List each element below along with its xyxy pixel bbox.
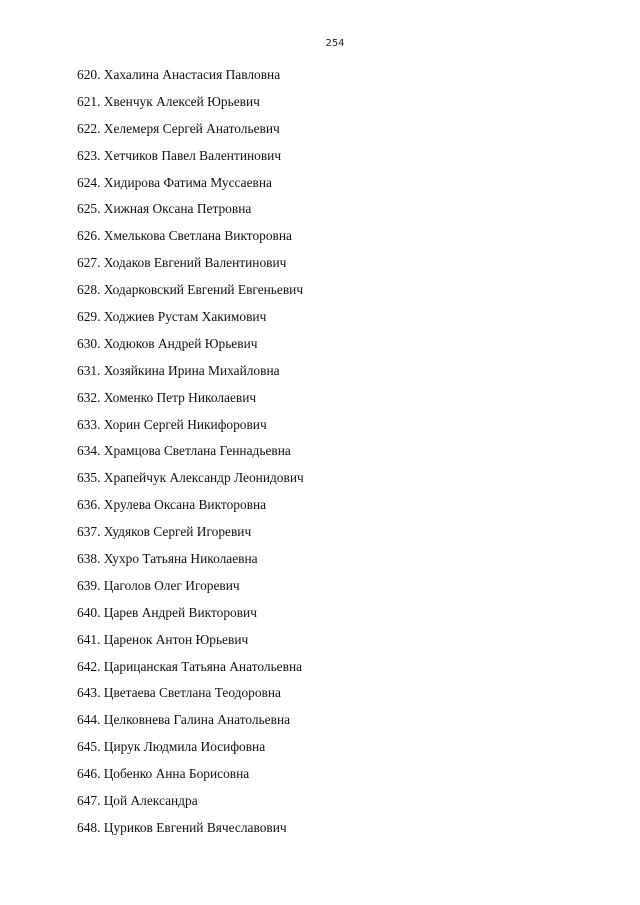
list-item xyxy=(77,362,304,389)
entry-number: 632. xyxy=(77,389,101,405)
entry-name: Ходаков Евгений Валентинович xyxy=(103,255,287,271)
entry-number: 623. xyxy=(77,147,101,163)
entry-number: 624. xyxy=(77,174,101,190)
list-item xyxy=(77,147,304,174)
entry-number: 644. xyxy=(77,712,101,728)
list-item xyxy=(77,66,304,93)
entry-name: Худяков Сергей Игоревич xyxy=(103,524,252,540)
entry-number: 635. xyxy=(77,470,101,486)
entry-name: Цирук Людмила Иосифовна xyxy=(103,739,266,755)
entry-number: 622. xyxy=(77,120,101,136)
list-item xyxy=(77,120,304,147)
list-item xyxy=(77,765,304,792)
entry-number: 638. xyxy=(77,551,101,567)
entry-number: 645. xyxy=(77,739,101,755)
list-item xyxy=(77,335,304,362)
entry-name: Целковнева Галина Анатольевна xyxy=(103,712,291,728)
entry-number: 631. xyxy=(77,362,101,378)
entry-number: 620. xyxy=(77,67,101,82)
entry-name: Хахалина Анастасия Павловна xyxy=(103,67,281,82)
list-item xyxy=(77,819,304,846)
list-item xyxy=(77,200,304,227)
entry-name: Царицанская Татьяна Анатольевна xyxy=(103,658,303,674)
entry-number: 626. xyxy=(77,228,101,244)
list-item xyxy=(77,469,304,496)
entry-number: 643. xyxy=(77,685,101,701)
entry-name: Хетчиков Павел Валентинович xyxy=(103,147,282,163)
list-item xyxy=(77,308,304,335)
list-item xyxy=(77,281,304,308)
entry-number: 627. xyxy=(77,255,101,271)
list-item xyxy=(77,711,304,738)
list-item xyxy=(77,631,304,658)
entry-name: Царенок Антон Юрьевич xyxy=(103,631,249,647)
entry-name: Хмелькова Светлана Викторовна xyxy=(103,228,292,244)
list-item xyxy=(77,604,304,631)
entry-number: 628. xyxy=(77,282,101,298)
list-item xyxy=(77,792,304,819)
page-number: 254 xyxy=(325,38,345,49)
entry-number: 636. xyxy=(77,497,101,513)
list-item xyxy=(77,254,304,281)
entry-name: Храпейчук Александр Леонидович xyxy=(103,470,304,486)
entry-name: Хижная Оксана Петровна xyxy=(103,201,252,217)
list-item xyxy=(77,577,304,604)
list-item xyxy=(77,496,304,523)
entry-name: Хорин Сергей Никифорович xyxy=(103,416,267,432)
entry-number: 641. xyxy=(77,631,101,647)
entry-number: 637. xyxy=(77,524,101,540)
entry-number: 634. xyxy=(77,443,101,459)
entry-name: Цой Александра xyxy=(103,793,198,809)
entry-number: 648. xyxy=(77,819,101,835)
list-item xyxy=(77,738,304,765)
list-item xyxy=(77,227,304,254)
name-list xyxy=(77,66,304,846)
list-item xyxy=(77,658,304,685)
entry-number: 647. xyxy=(77,793,101,809)
entry-name: Цобенко Анна Борисовна xyxy=(103,766,250,782)
entry-name: Хозяйкина Ирина Михайловна xyxy=(103,362,280,378)
entry-name: Храмцова Светлана Геннадьевна xyxy=(103,443,291,459)
entry-number: 621. xyxy=(77,93,101,109)
entry-name: Хухро Татьяна Николаевна xyxy=(103,551,258,567)
entry-number: 625. xyxy=(77,201,101,217)
entry-name: Хелемеря Сергей Анатольевич xyxy=(103,120,280,136)
list-item xyxy=(77,93,304,120)
entry-name: Ходжиев Рустам Хакимович xyxy=(103,309,267,325)
entry-number: 639. xyxy=(77,577,101,593)
list-item xyxy=(77,442,304,469)
entry-name: Царев Андрей Викторович xyxy=(103,604,257,620)
list-item xyxy=(77,416,304,443)
entry-name: Хидирова Фатима Муссаевна xyxy=(103,174,272,190)
entry-name: Цветаева Светлана Теодоровна xyxy=(103,685,281,701)
entry-name: Ходарковский Евгений Евгеньевич xyxy=(103,282,304,298)
entry-number: 640. xyxy=(77,604,101,620)
list-item xyxy=(77,523,304,550)
entry-name: Хрулева Оксана Викторовна xyxy=(103,497,267,513)
entry-number: 646. xyxy=(77,766,101,782)
entry-name: Цуриков Евгений Вячеславович xyxy=(103,819,287,835)
list-item xyxy=(77,684,304,711)
entry-number: 629. xyxy=(77,309,101,325)
entry-number: 642. xyxy=(77,658,101,674)
entry-number: 633. xyxy=(77,416,101,432)
entry-name: Хвенчук Алексей Юрьевич xyxy=(103,93,260,109)
entry-number: 630. xyxy=(77,335,101,351)
list-item xyxy=(77,389,304,416)
entry-name: Цаголов Олег Игоревич xyxy=(103,577,240,593)
entry-name: Хоменко Петр Николаевич xyxy=(103,389,257,405)
entry-name: Ходюков Андрей Юрьевич xyxy=(103,335,258,351)
list-item xyxy=(77,550,304,577)
list-item xyxy=(77,174,304,201)
